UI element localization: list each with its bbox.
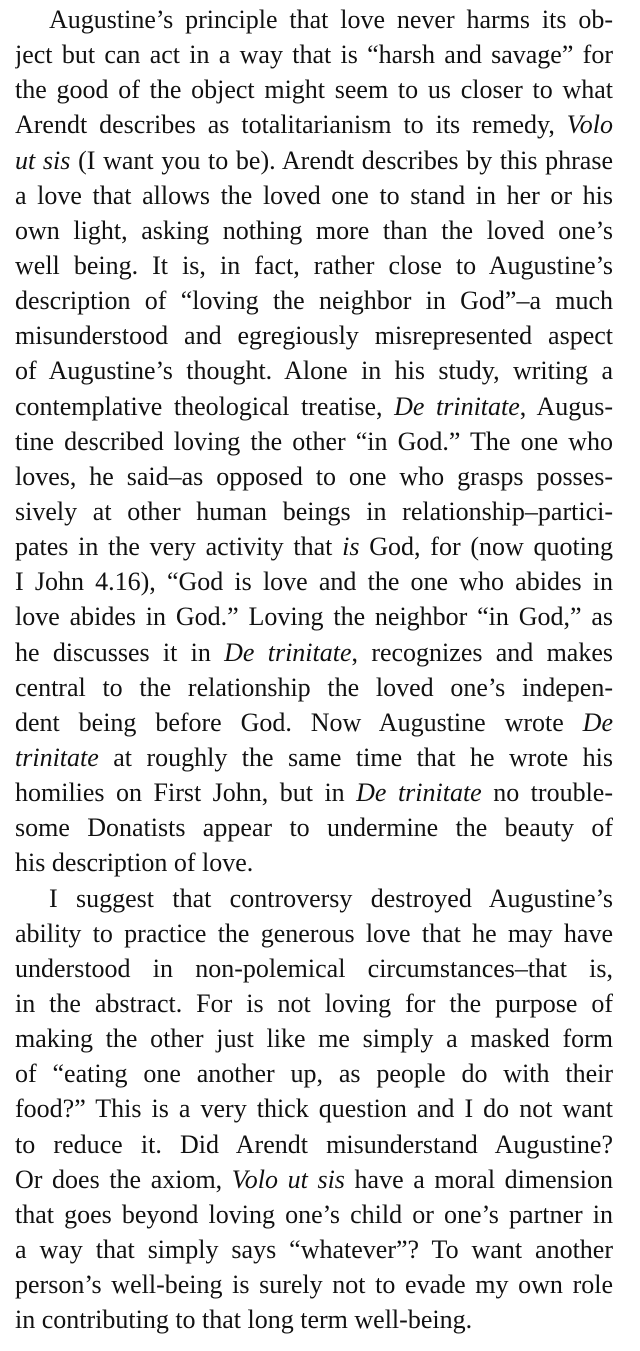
text-line	[15, 1302, 613, 1337]
text-run: making the other just like me simply a masked form	[15, 1024, 613, 1054]
text-run: no trouble-	[481, 778, 613, 808]
text-line	[15, 705, 613, 740]
text-line	[15, 213, 613, 248]
text-run: Or does the axiom,	[15, 1164, 232, 1194]
text-run: loves, he said–as opposed to one who grasps posses-	[15, 461, 613, 491]
text-line	[15, 1091, 613, 1126]
text-run: sively at other human beings in relationship–partici-	[15, 496, 613, 526]
text-run: tine described loving the other “in God.” The one who	[15, 426, 613, 456]
text-run: contemplative theological treatise,	[15, 391, 395, 421]
text-run: in the abstract. For is not loving for the purpose of	[15, 988, 613, 1018]
italic-text-run: is	[342, 532, 360, 562]
text-line	[15, 248, 613, 283]
text-line	[15, 775, 613, 810]
text-run: ject but can act in a way that is “harsh and savage” for	[15, 40, 613, 70]
text-run: , Augus-	[519, 391, 613, 421]
text-run: of Augustine’s thought. Alone in his study, writing a	[15, 356, 613, 386]
text-line	[15, 1021, 613, 1056]
text-run: in contributing to that long term well-being.	[15, 1305, 473, 1335]
text-line	[15, 1127, 613, 1162]
text-run: description of “loving the neighbor in God”–a much	[15, 286, 613, 316]
text-run: I John 4.16), “God is love and the one who abides in	[15, 567, 613, 597]
text-run: love abides in God.” Loving the neighbor “in God,” as	[15, 602, 613, 632]
text-line	[15, 143, 613, 178]
text-run: homilies on First John, but in	[15, 778, 357, 808]
text-line	[15, 494, 613, 529]
text-run: a love that allows the loved one to stand in her or his	[15, 180, 613, 210]
text-run: a way that simply says “whatever”? To want another	[15, 1234, 613, 1264]
paragraph-1	[15, 2, 613, 881]
text-run: God, for (now quoting	[359, 532, 613, 562]
text-run: he discusses it in	[15, 637, 225, 667]
text-line	[15, 178, 613, 213]
text-line	[15, 1162, 613, 1197]
text-run: of “eating one another up, as people do with their	[15, 1059, 613, 1089]
text-run: that goes beyond loving one’s child or one’s partner in	[15, 1199, 613, 1229]
text-run: at roughly the same time that he wrote his	[98, 742, 613, 772]
text-line	[15, 1232, 613, 1267]
text-line	[15, 986, 613, 1021]
italic-text-run: De	[582, 707, 613, 737]
text-line	[15, 916, 613, 951]
text-line	[15, 1267, 613, 1302]
text-run: some Donatists appear to undermine the beauty of	[15, 813, 613, 843]
text-line	[15, 845, 613, 880]
text-run: food?” This is a very thick question and I do not want	[15, 1094, 613, 1124]
text-run: dent being before God. Now Augustine wrote	[15, 707, 583, 737]
text-run: have a moral dimension	[344, 1164, 613, 1194]
text-run: Augustine’s principle that love never harms its ob-	[49, 5, 613, 34]
text-line	[15, 810, 613, 845]
text-line	[15, 564, 613, 599]
text-line	[15, 459, 613, 494]
text-run: well being. It is, in fact, rather close to Augustine’s	[15, 250, 613, 280]
text-line	[15, 670, 613, 705]
text-run: pates in the very activity that	[15, 532, 343, 562]
italic-text-run: ut sis	[15, 145, 71, 175]
text-run: ability to practice the generous love that he may have	[15, 918, 613, 948]
italic-text-run: trinitate	[15, 742, 99, 772]
text-line	[15, 529, 613, 564]
text-line	[15, 37, 613, 72]
italic-text-run: Volo	[566, 110, 613, 140]
italic-text-run: De trinitate	[356, 778, 482, 808]
italic-text-run: De trinitate	[224, 637, 352, 667]
text-run: understood in non-polemical circumstances–that is,	[15, 953, 613, 983]
text-line	[15, 635, 613, 670]
text-line	[15, 881, 613, 916]
text-line	[15, 740, 613, 775]
text-line	[15, 599, 613, 634]
paragraph-2	[15, 881, 613, 1338]
document-page	[15, 2, 613, 1337]
text-line	[15, 353, 613, 388]
text-line	[15, 107, 613, 142]
text-line	[15, 389, 613, 424]
text-line	[15, 283, 613, 318]
text-run: central to the relationship the loved one’s indepen-	[15, 672, 613, 702]
text-run: I suggest that controversy destroyed Augustine’s	[49, 883, 613, 913]
text-run: person’s well-being is surely not to evade my own role	[15, 1270, 613, 1300]
text-line	[15, 1056, 613, 1091]
text-run: own light, asking nothing more than the loved one’s	[15, 215, 613, 245]
text-run: his description of love.	[15, 848, 254, 878]
text-run: , recognizes and makes	[351, 637, 613, 667]
text-line	[15, 424, 613, 459]
text-run: (I want you to be). Arendt describes by this phrase	[70, 145, 613, 175]
text-run: misunderstood and egregiously misrepresented aspect	[15, 321, 613, 351]
text-run: to reduce it. Did Arendt misunderstand Augustine?	[15, 1129, 613, 1159]
italic-text-run: Volo ut sis	[231, 1164, 345, 1194]
text-line	[15, 318, 613, 353]
text-line	[15, 2, 613, 37]
text-run: Arendt describes as totalitarianism to its remedy,	[15, 110, 567, 140]
text-run: the good of the object might seem to us closer to what	[15, 75, 613, 105]
italic-text-run: De trinitate	[394, 391, 520, 421]
text-line	[15, 951, 613, 986]
text-line	[15, 1197, 613, 1232]
text-line	[15, 72, 613, 107]
